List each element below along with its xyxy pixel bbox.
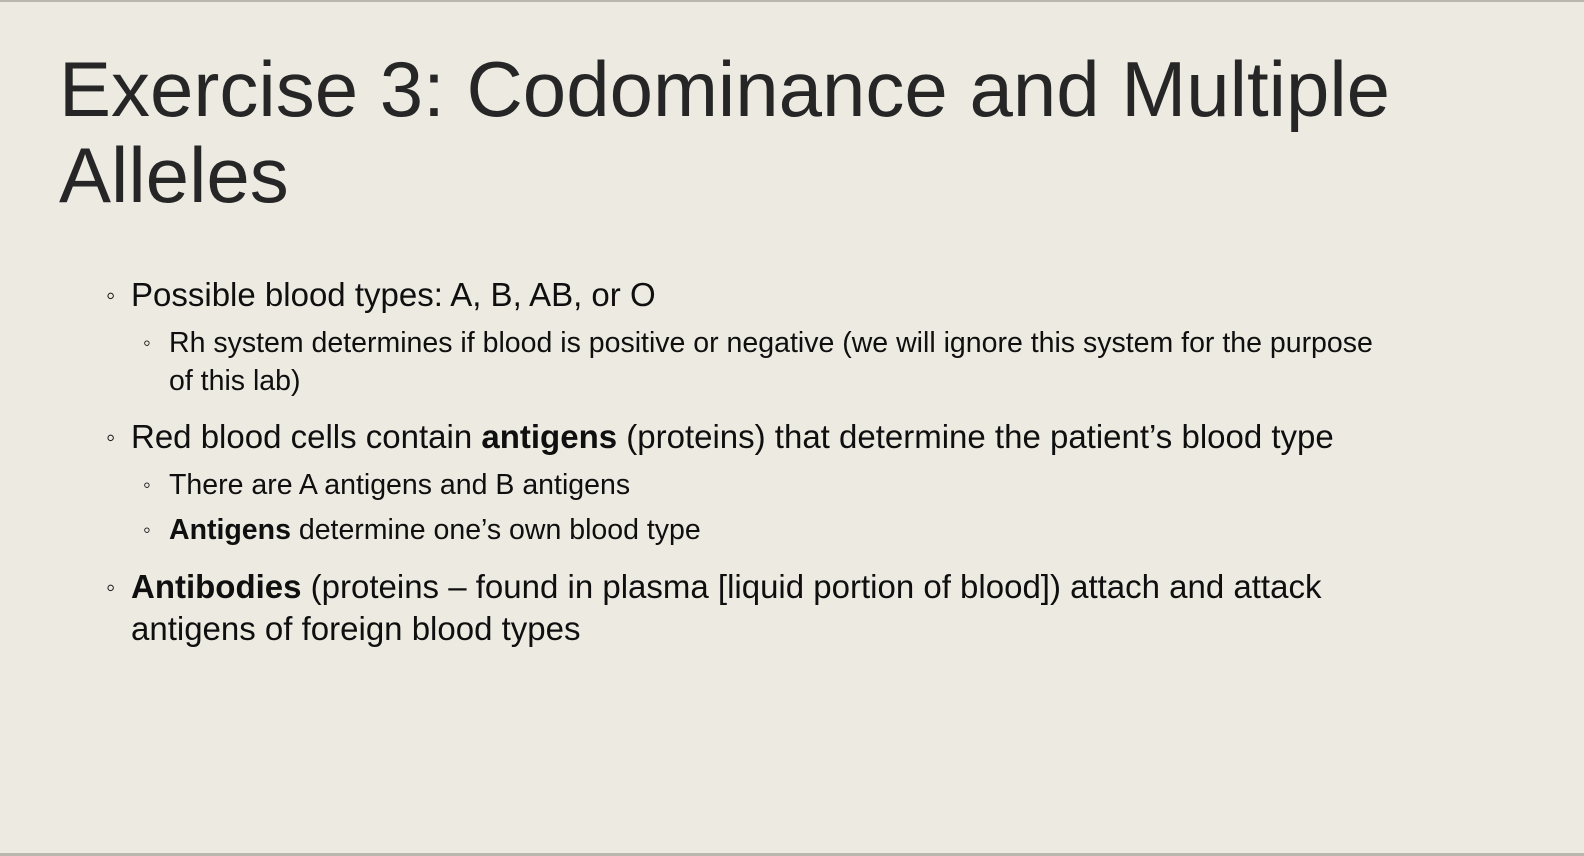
bullet-text-bold: Antigens	[169, 514, 291, 546]
bullet-antibodies	[106, 566, 1421, 650]
bullet-marker-icon: ◦	[106, 422, 116, 452]
bullet-text-after: determine one’s own blood type	[290, 514, 701, 546]
sub-bullet-a-b-antigens	[143, 466, 1399, 504]
slide-title: Exercise 3: Codominance and Multiple Alleles	[59, 45, 1391, 219]
bullet-blood-types	[106, 274, 1421, 316]
bullet-text-bold: antigens	[481, 418, 618, 455]
bullet-marker-icon: ◦	[143, 330, 151, 355]
bullet-marker-icon: ◦	[106, 280, 116, 310]
bullet-text: Rh system determines if blood is positive or negative (we will ignore this system for the purpose of this lab)	[169, 327, 1373, 397]
bullet-text-after: (proteins) that determine the patient’s blood type	[617, 418, 1334, 455]
bullet-text: Possible blood types: A, B, AB, or O	[131, 276, 656, 313]
sub-bullet-rh-system	[143, 324, 1399, 400]
bullet-text: There are A antigens and B antigens	[169, 469, 631, 501]
bullet-marker-icon: ◦	[106, 572, 116, 602]
bullet-text-bold: Antibodies	[131, 568, 302, 605]
bullet-marker-icon: ◦	[143, 517, 151, 542]
bullet-marker-icon: ◦	[143, 472, 151, 497]
bullet-text-after: (proteins – found in plasma [liquid portion of blood]) attach and attack antigens of foreign blood types	[131, 568, 1322, 647]
bullet-red-blood-cells	[106, 416, 1421, 458]
bullet-text-before: Red blood cells contain	[131, 418, 482, 455]
sub-bullet-antigens-determine	[143, 511, 1399, 549]
